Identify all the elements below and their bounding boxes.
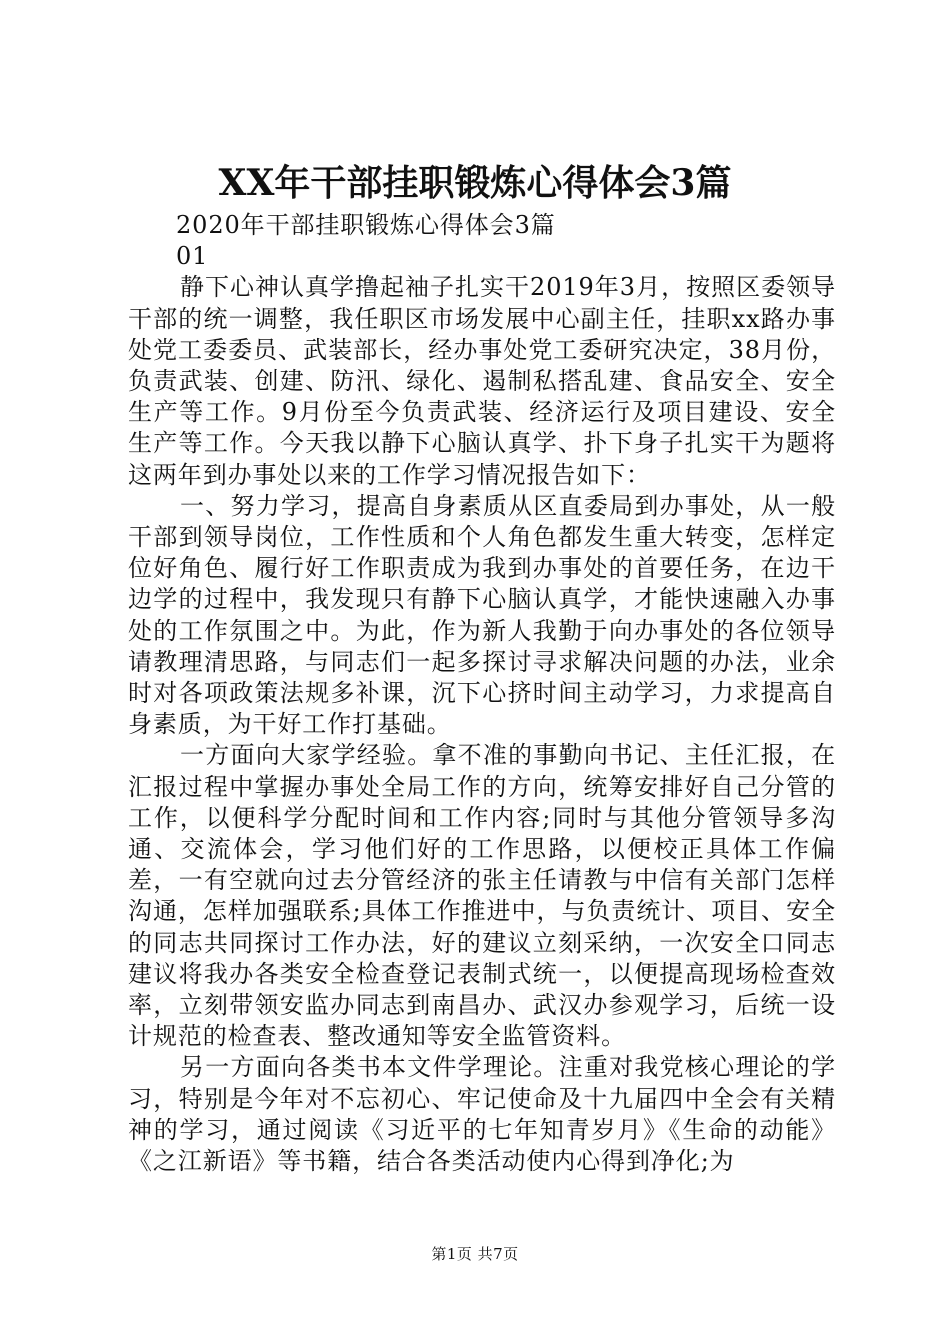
paragraph-1: 静下心神认真学撸起袖子扎实干2019年3月，按照区委领导干部的统一调整，我任职区市场发展中心副主任，挂职xx路办事处党工委委员、武装部长，经办事处党工委研究决定，38月份，负责武装、创建、防汛、绿化、遏制私搭乱建、食品安全、安全生产等工作。9月份至今负责武装、经济运行及项目建设、安全生产等工作。今天我以静下心脑认真学、扑下身子扎实干为题将这两年到办事处以来的工作学习情况报告如下： xyxy=(128,273,836,489)
paragraph-4: 另一方面向各类书本文件学理论。注重对我党核心理论的学习，特别是今年对不忘初心、牢记使命及十九届四中全会有关精神的学习，通过阅读《习近平的七年知青岁月》《生命的动能》《之江新语》等书籍，结合各类活动使内心得到净化;为 xyxy=(128,1053,836,1176)
document-body xyxy=(128,210,836,1177)
document-subtitle: 2020年干部挂职锻炼心得体会3篇 xyxy=(176,211,556,239)
section-number: 01 xyxy=(176,242,209,271)
document-title: XX年干部挂职锻炼心得体会3篇 xyxy=(218,162,732,204)
page-footer: 第1页 共7页 xyxy=(431,1245,519,1263)
paragraph-3: 一方面向大家学经验。拿不准的事勤向书记、主任汇报，在汇报过程中掌握办事处全局工作的方向，统筹安排好自己分管的工作，以便科学分配时间和工作内容;同时与其他分管领导多沟通、交流体会，学习他们好的工作思路，以便校正具体工作偏差，一有空就向过去分管经济的张主任请教与中信有关部门怎样沟通，怎样加强联系;具体工作推进中，与负责统计、项目、安全的同志共同探讨工作办法，好的建议立刻采纳，一次安全口同志建议将我办各类安全检查登记表制式统一，以便提高现场检查效率，立刻带领安监办同志到南昌办、武汉办参观学习，后统一设计规范的检查表、整改通知等安全监管资料。 xyxy=(128,741,836,1051)
paragraph-2: 一、努力学习，提高自身素质从区直委局到办事处，从一般干部到领导岗位，工作性质和个人角色都发生重大转变，怎样定位好角色、履行好工作职责成为我到办事处的首要任务，在边干边学的过程中，我发现只有静下心脑认真学，才能快速融入办事处的工作氛围之中。为此，作为新人我勤于向办事处的各位领导请教理清思路，与同志们一起多探讨寻求解决问题的办法，业余时对各项政策法规多补课，沉下心挤时间主动学习，力求提高自身素质，为干好工作打基础。 xyxy=(128,491,836,739)
